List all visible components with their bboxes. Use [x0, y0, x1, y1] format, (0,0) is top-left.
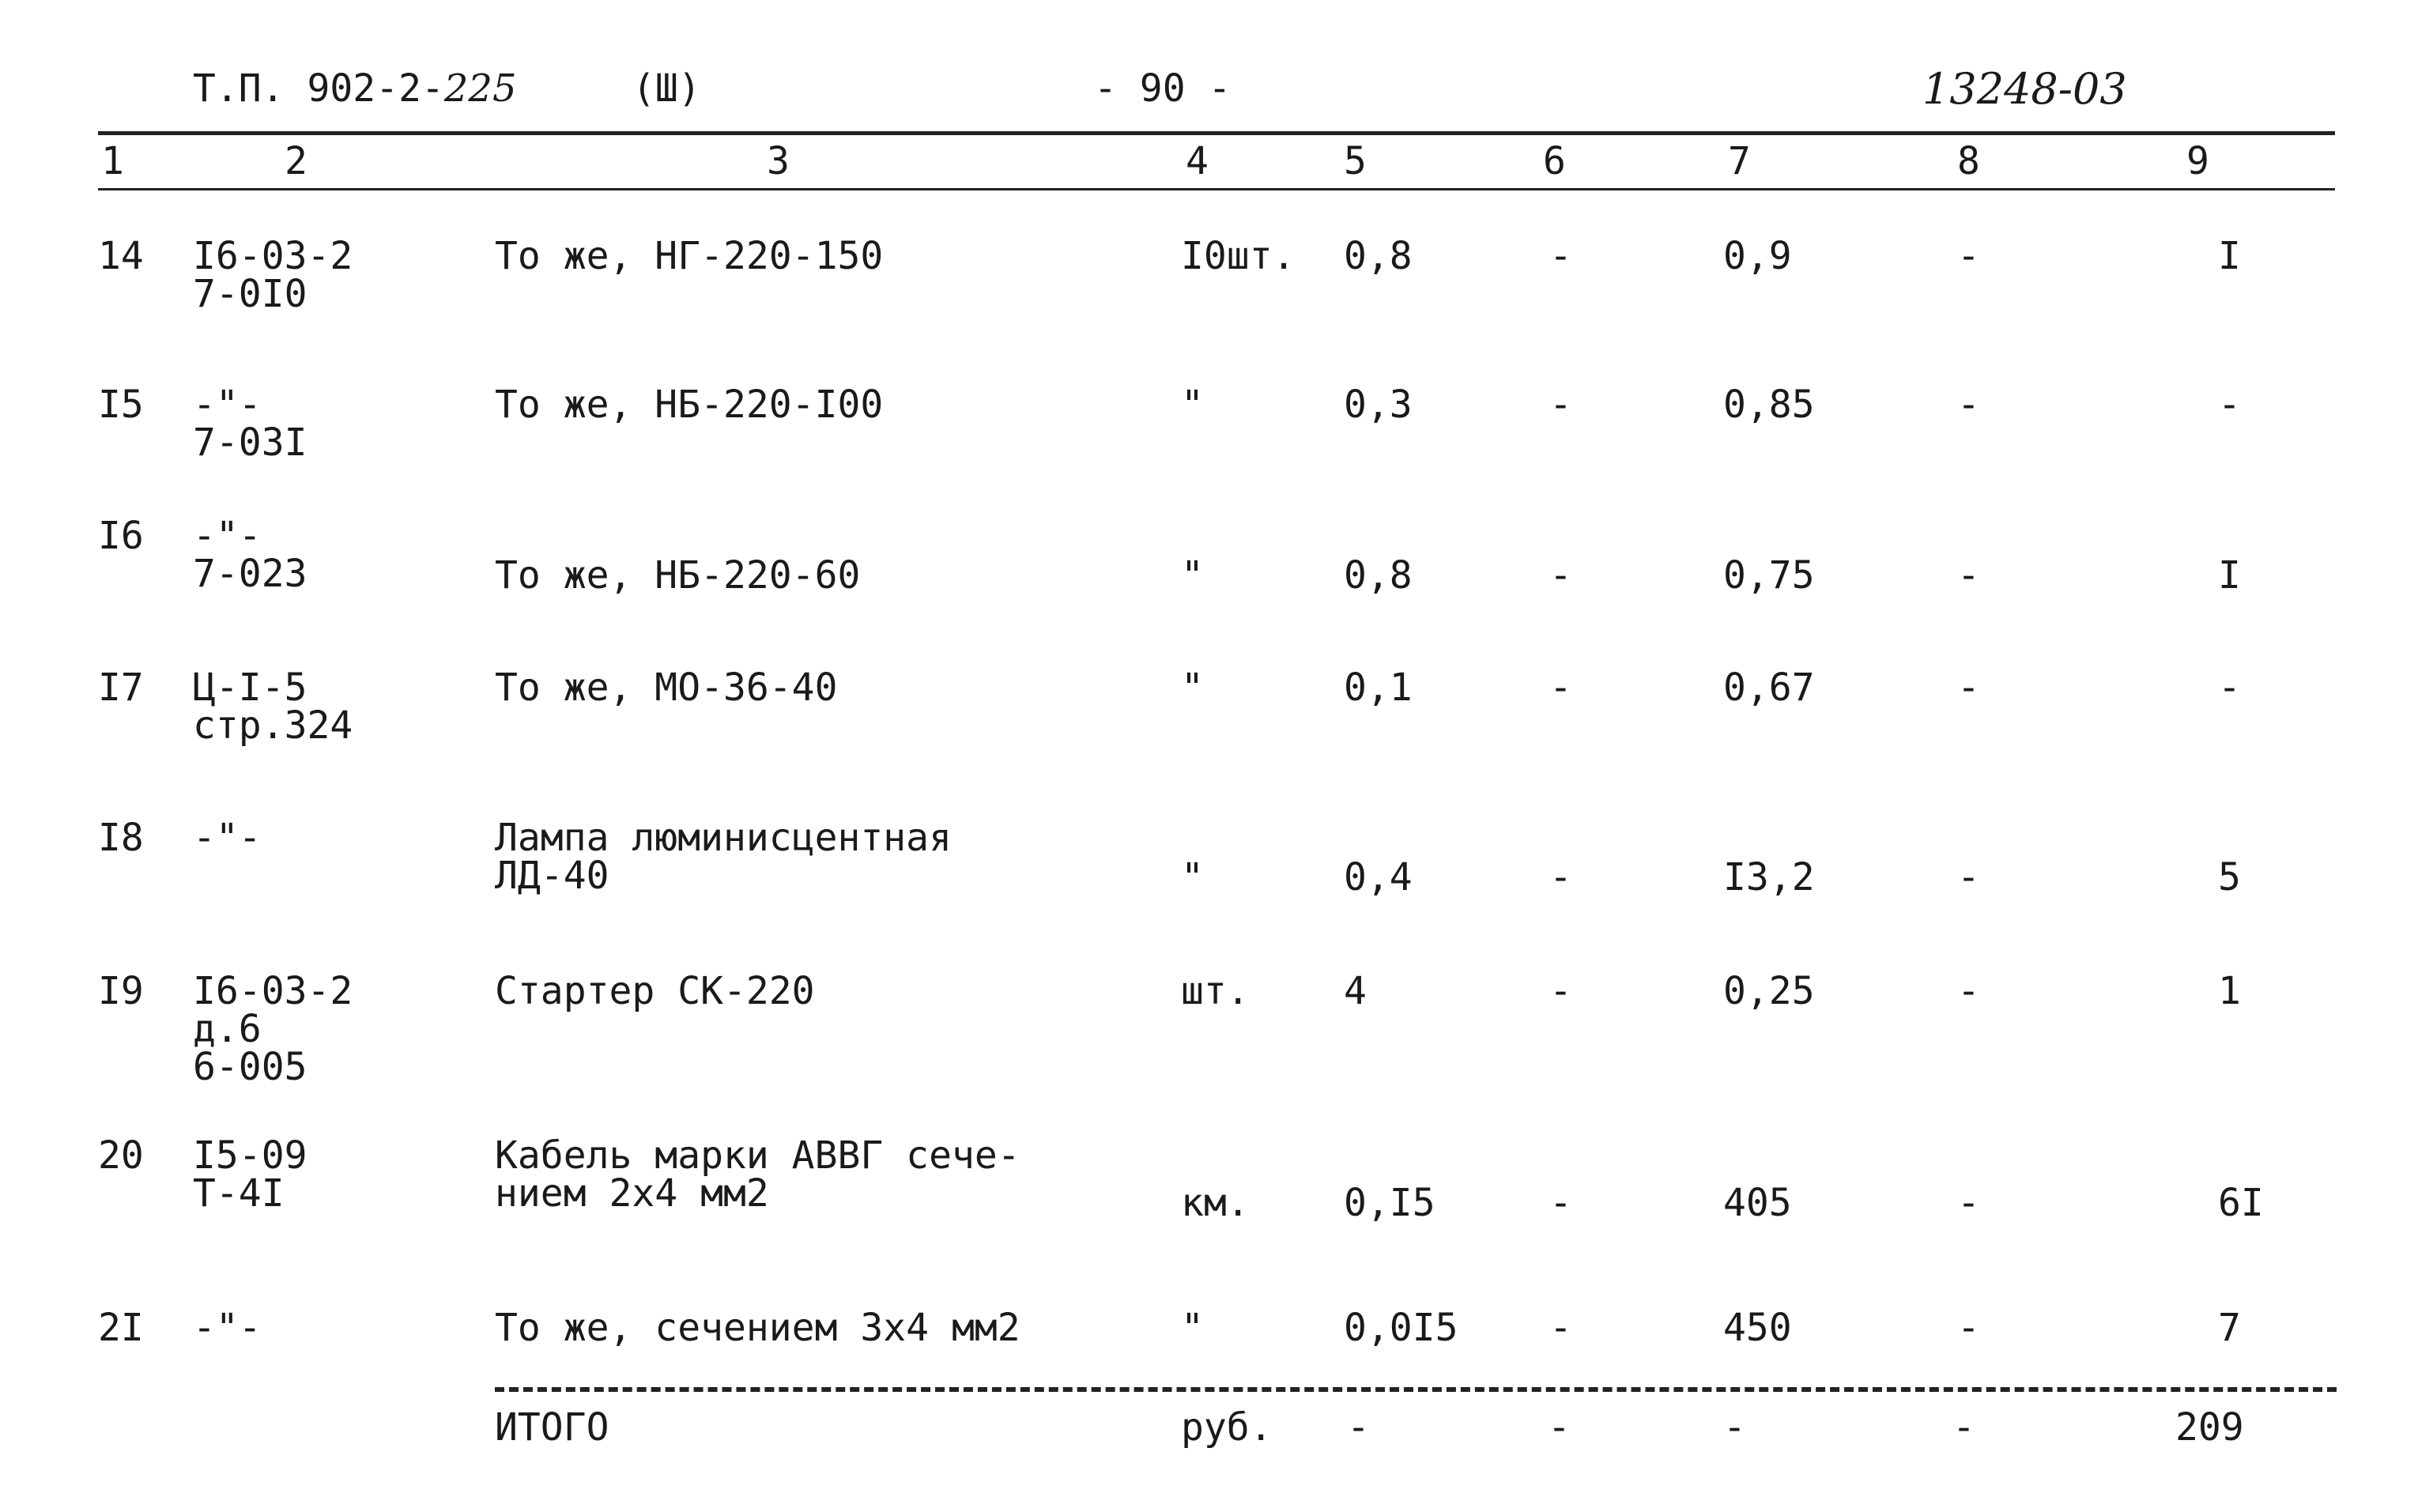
row-col9: -	[2218, 383, 2241, 427]
row-unit: "	[1181, 855, 1204, 899]
row-name-line: То же, НБ-220-60	[495, 553, 861, 598]
row-unit: км.	[1181, 1181, 1250, 1225]
row-code	[193, 816, 262, 860]
doc-number-handwritten: 225	[443, 66, 517, 111]
row-name-line: Кабель марки АВВГ сече-	[495, 1133, 1020, 1178]
row-name-line: То же, НГ-220-150	[495, 234, 884, 278]
row-col5: 0,I5	[1344, 1181, 1435, 1225]
row-number: 14	[98, 234, 144, 278]
col-header-3: 3	[767, 139, 790, 183]
row-col9: I	[2218, 234, 2241, 278]
row-code	[193, 383, 307, 465]
row-col5: 0,3	[1344, 383, 1413, 427]
row-number: I8	[98, 816, 144, 860]
row-col7: 0,67	[1723, 666, 1815, 710]
row-code	[193, 1306, 262, 1350]
row-code-line: 7-023	[193, 552, 307, 596]
row-col9: 1	[2218, 969, 2241, 1013]
row-code-line: I5-09	[193, 1133, 307, 1178]
col-header-7: 7	[1728, 139, 1751, 183]
row-code-line: Т-4I	[193, 1171, 285, 1216]
row-unit: "	[1181, 383, 1204, 427]
row-code-line: стр.324	[193, 703, 353, 748]
total-col9: 209	[2175, 1405, 2244, 1450]
row-code	[193, 514, 307, 596]
row-col5: 0,8	[1344, 234, 1413, 278]
row-name	[495, 969, 815, 1013]
top-rule	[98, 131, 2335, 135]
total-col6: -	[1548, 1405, 1571, 1450]
row-name	[495, 1133, 1020, 1216]
total-col7: -	[1723, 1405, 1746, 1450]
doc-number-prefix: Т.П. 902-2-	[193, 66, 444, 111]
row-col8: -	[1957, 855, 1980, 899]
row-code-line: 6-005	[193, 1045, 307, 1089]
row-col6: -	[1549, 553, 1572, 598]
row-name	[495, 383, 884, 427]
row-col6: -	[1549, 1181, 1572, 1225]
row-col8: -	[1957, 1306, 1980, 1350]
row-col9: I	[2218, 553, 2241, 598]
row-col7: 0,85	[1723, 383, 1815, 427]
row-col7: 0,75	[1723, 553, 1815, 598]
row-code	[193, 234, 353, 316]
row-code-line: д.6	[193, 1007, 262, 1051]
row-col7: 450	[1723, 1306, 1792, 1350]
row-col7: 0,9	[1723, 234, 1792, 278]
row-col5: 0,1	[1344, 666, 1413, 710]
row-col9: 7	[2218, 1306, 2241, 1350]
row-name	[495, 553, 861, 598]
row-code	[193, 666, 353, 748]
col-header-9: 9	[2186, 139, 2209, 183]
col-header-5: 5	[1344, 139, 1367, 183]
row-col7: I3,2	[1723, 855, 1815, 899]
row-col9: -	[2218, 666, 2241, 710]
row-number: 2I	[98, 1306, 144, 1350]
row-name-line: Стартер СК-220	[495, 969, 815, 1013]
col-header-6: 6	[1543, 139, 1566, 183]
row-col8: -	[1957, 553, 1980, 598]
row-name	[495, 234, 884, 278]
row-col8: -	[1957, 383, 1980, 427]
row-col5: 0,4	[1344, 855, 1413, 899]
row-col7: 405	[1723, 1181, 1792, 1225]
row-name-line: ЛД-40	[495, 854, 609, 898]
volume-label: (Ш)	[632, 66, 701, 111]
row-col9: 5	[2218, 855, 2241, 899]
total-separator	[495, 1387, 2337, 1392]
row-unit: I0шт.	[1181, 234, 1296, 278]
row-code	[193, 969, 353, 1089]
row-number: I5	[98, 383, 144, 427]
row-number: I9	[98, 969, 144, 1013]
row-col6: -	[1549, 1306, 1572, 1350]
row-col7: 0,25	[1723, 969, 1815, 1013]
row-unit: "	[1181, 1306, 1204, 1350]
row-col5: 4	[1344, 969, 1367, 1013]
row-col6: -	[1549, 383, 1572, 427]
total-label: ИТОГО	[495, 1405, 609, 1450]
archive-code: 13248-03	[1922, 64, 2127, 114]
row-name-line: То же, сечением 3х4 мм2	[495, 1306, 1020, 1350]
row-unit: "	[1181, 553, 1204, 598]
row-col6: -	[1549, 855, 1572, 899]
row-col8: -	[1957, 234, 1980, 278]
row-col6: -	[1549, 969, 1572, 1013]
row-code-line: -"-	[193, 383, 262, 427]
total-unit: руб.	[1181, 1405, 1273, 1450]
row-code-line: -"-	[193, 1306, 262, 1350]
row-code-line: I6-03-2	[193, 969, 353, 1013]
row-col6: -	[1549, 234, 1572, 278]
col-header-4: 4	[1186, 139, 1209, 183]
row-number: 20	[98, 1133, 144, 1178]
row-col8: -	[1957, 666, 1980, 710]
row-code-line: I6-03-2	[193, 234, 353, 278]
row-col6: -	[1549, 666, 1572, 710]
header-bottom-rule	[98, 188, 2335, 190]
row-col5: 0,0I5	[1344, 1306, 1458, 1350]
doc-number	[193, 66, 517, 111]
row-name	[495, 666, 838, 710]
col-header-8: 8	[1957, 139, 1980, 183]
row-code-line: -"-	[193, 514, 262, 558]
row-number: I6	[98, 514, 144, 558]
row-col9: 6I	[2218, 1181, 2264, 1225]
row-col8: -	[1957, 1181, 1980, 1225]
col-header-2: 2	[285, 139, 307, 183]
row-name	[495, 1306, 1020, 1350]
row-name-line: То же, МО-36-40	[495, 666, 838, 710]
row-code-line: 7-0I0	[193, 272, 307, 316]
row-name	[495, 816, 952, 898]
total-col5: -	[1347, 1405, 1370, 1450]
row-col5: 0,8	[1344, 553, 1413, 598]
row-number: I7	[98, 666, 144, 710]
row-code-line: Ц-I-5	[193, 666, 307, 710]
row-code-line: 7-03I	[193, 420, 307, 465]
page-number: - 90 -	[1094, 66, 1232, 111]
row-code-line: -"-	[193, 816, 262, 860]
row-unit: шт.	[1181, 969, 1250, 1013]
row-code	[193, 1133, 307, 1216]
row-name-line: нием 2х4 мм2	[495, 1171, 769, 1216]
total-col8: -	[1952, 1405, 1975, 1450]
col-header-1: 1	[101, 139, 124, 183]
row-name-line: Лампа люминисцентная	[495, 816, 952, 860]
row-col8: -	[1957, 969, 1980, 1013]
row-name-line: То же, НБ-220-I00	[495, 383, 884, 427]
row-unit: "	[1181, 666, 1204, 710]
